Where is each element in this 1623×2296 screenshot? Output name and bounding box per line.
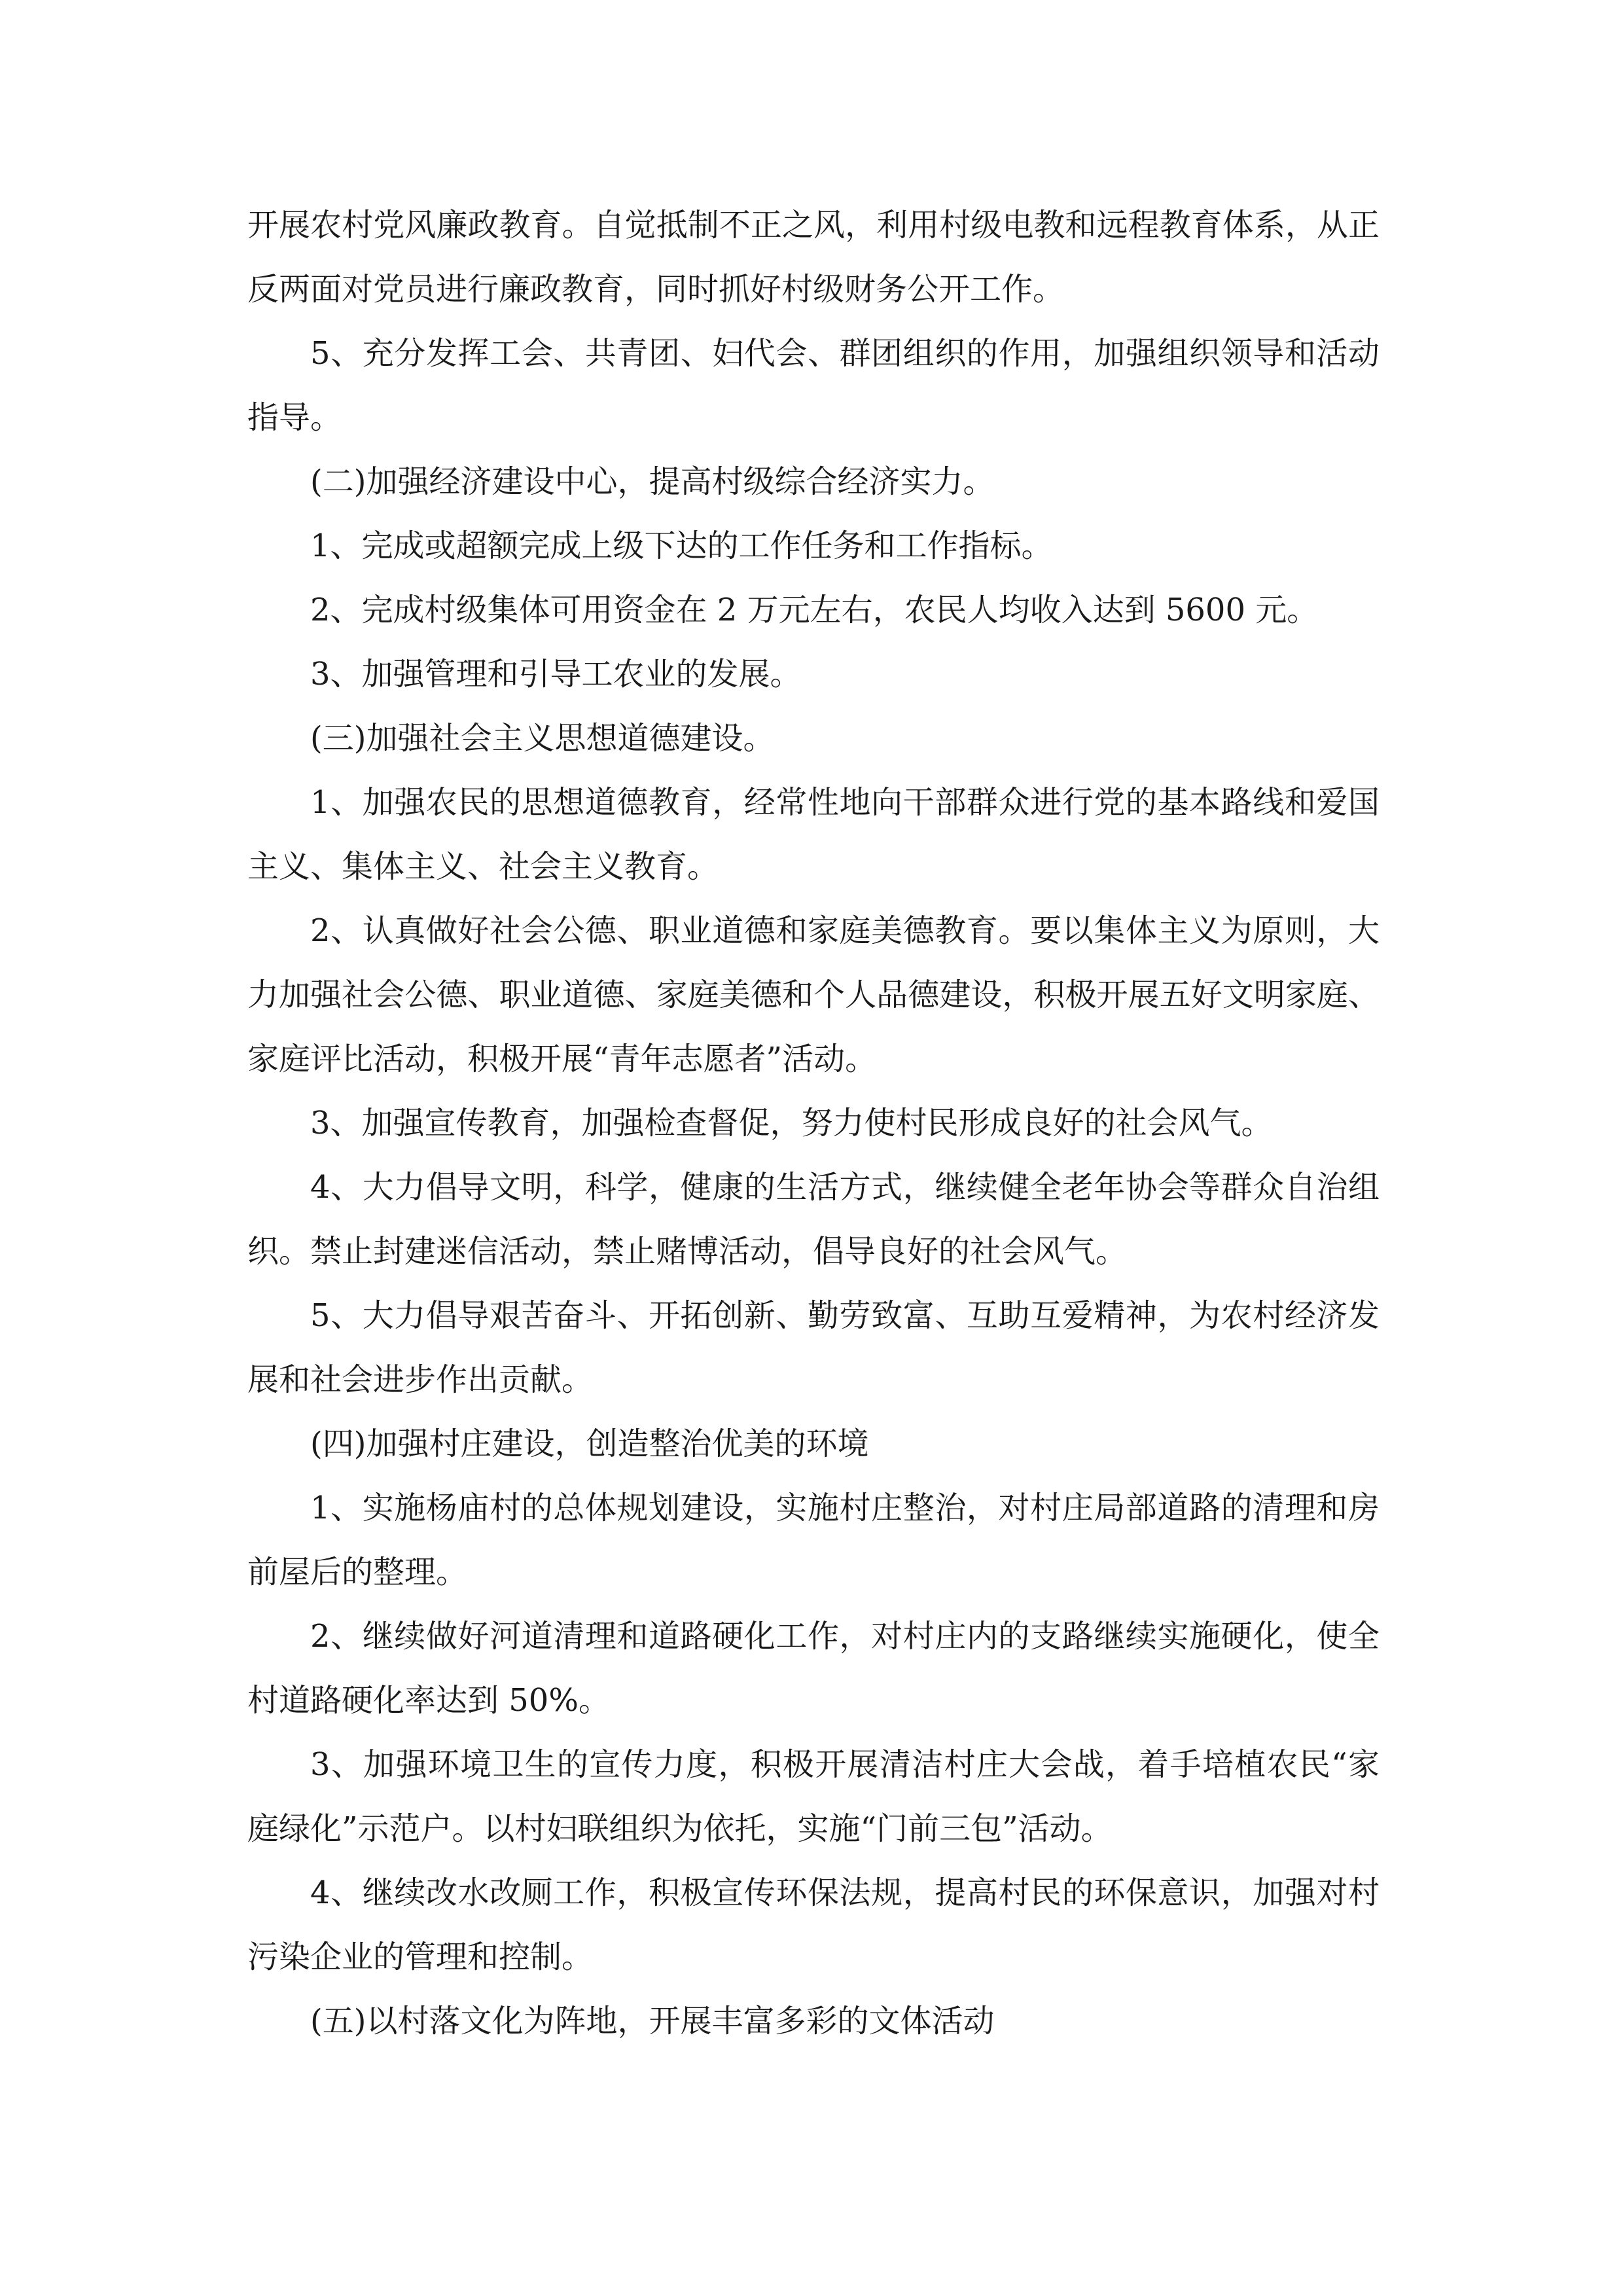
paragraph-1: 开展农村党风廉政教育。自觉抵制不正之风，利用村级电教和远程教育体系，从正反两面对党员进行廉政教育，同时抓好村级财务公开工作。 xyxy=(247,207,1380,308)
paragraph-15: 2、继续做好河道清理和道路硬化工作，对村庄内的支路继续实施硬化，使全村道路硬化率达到 50%。 xyxy=(247,1618,1380,1719)
paragraph-4: 1、完成或超额完成上级下达的工作任务和工作指标。 xyxy=(310,528,1053,564)
paragraph-9: 2、认真做好社会公德、职业道德和家庭美德教育。要以集体主义为原则，大力加强社会公德、职业道德、家庭美德和个人品德建设，积极开展五好文明家庭、家庭评比活动，积极开展“青年志愿者”活动。 xyxy=(247,912,1380,1077)
section-heading-4: (四)加强村庄建设，创造整治优美的环境 xyxy=(310,1426,869,1462)
paragraph-5: 2、完成村级集体可用资金在 2 万元左右，农民人均收入达到 5600 元。 xyxy=(310,592,1319,628)
paragraph-17: 4、继续改水改厕工作，积极宣传环保法规，提高村民的环保意识，加强对村污染企业的管理和控制。 xyxy=(247,1874,1380,1975)
paragraph-10: 3、加强宣传教育，加强检查督促，努力使村民形成良好的社会风气。 xyxy=(310,1105,1273,1141)
paragraph-2: 5、充分发挥工会、共青团、妇代会、群团组织的作用，加强组织领导和活动指导。 xyxy=(247,335,1380,436)
paragraph-16: 3、加强环境卫生的宣传力度，积极开展清洁村庄大会战，着手培植农民“家庭绿化”示范户。以村妇联组织为依托，实施“门前三包”活动。 xyxy=(247,1746,1380,1847)
paragraph-12: 5、大力倡导艰苦奋斗、开拓创新、勤劳致富、互助互爱精神，为农村经济发展和社会进步作出贡献。 xyxy=(247,1297,1380,1398)
section-heading-2: (二)加强经济建设中心，提高村级综合经济实力。 xyxy=(310,463,995,500)
section-heading-5: (五)以村落文化为阵地，开展丰富多彩的文体活动 xyxy=(310,2003,995,2039)
paragraph-8: 1、加强农民的思想道德教育，经常性地向干部群众进行党的基本路线和爱国主义、集体主义、社会主义教育。 xyxy=(247,784,1380,885)
section-heading-3: (三)加强社会主义思想道德建设。 xyxy=(310,720,775,757)
paragraph-14: 1、实施杨庙村的总体规划建设，实施村庄整治，对村庄局部道路的清理和房前屋后的整理。 xyxy=(247,1490,1380,1590)
paragraph-11: 4、大力倡导文明，科学，健康的生活方式，继续健全老年协会等群众自治组织。禁止封建迷信活动，禁止赌博活动，倡导良好的社会风气。 xyxy=(247,1169,1380,1270)
paragraph-6: 3、加强管理和引导工农业的发展。 xyxy=(310,656,802,692)
document-body xyxy=(247,193,1380,2053)
